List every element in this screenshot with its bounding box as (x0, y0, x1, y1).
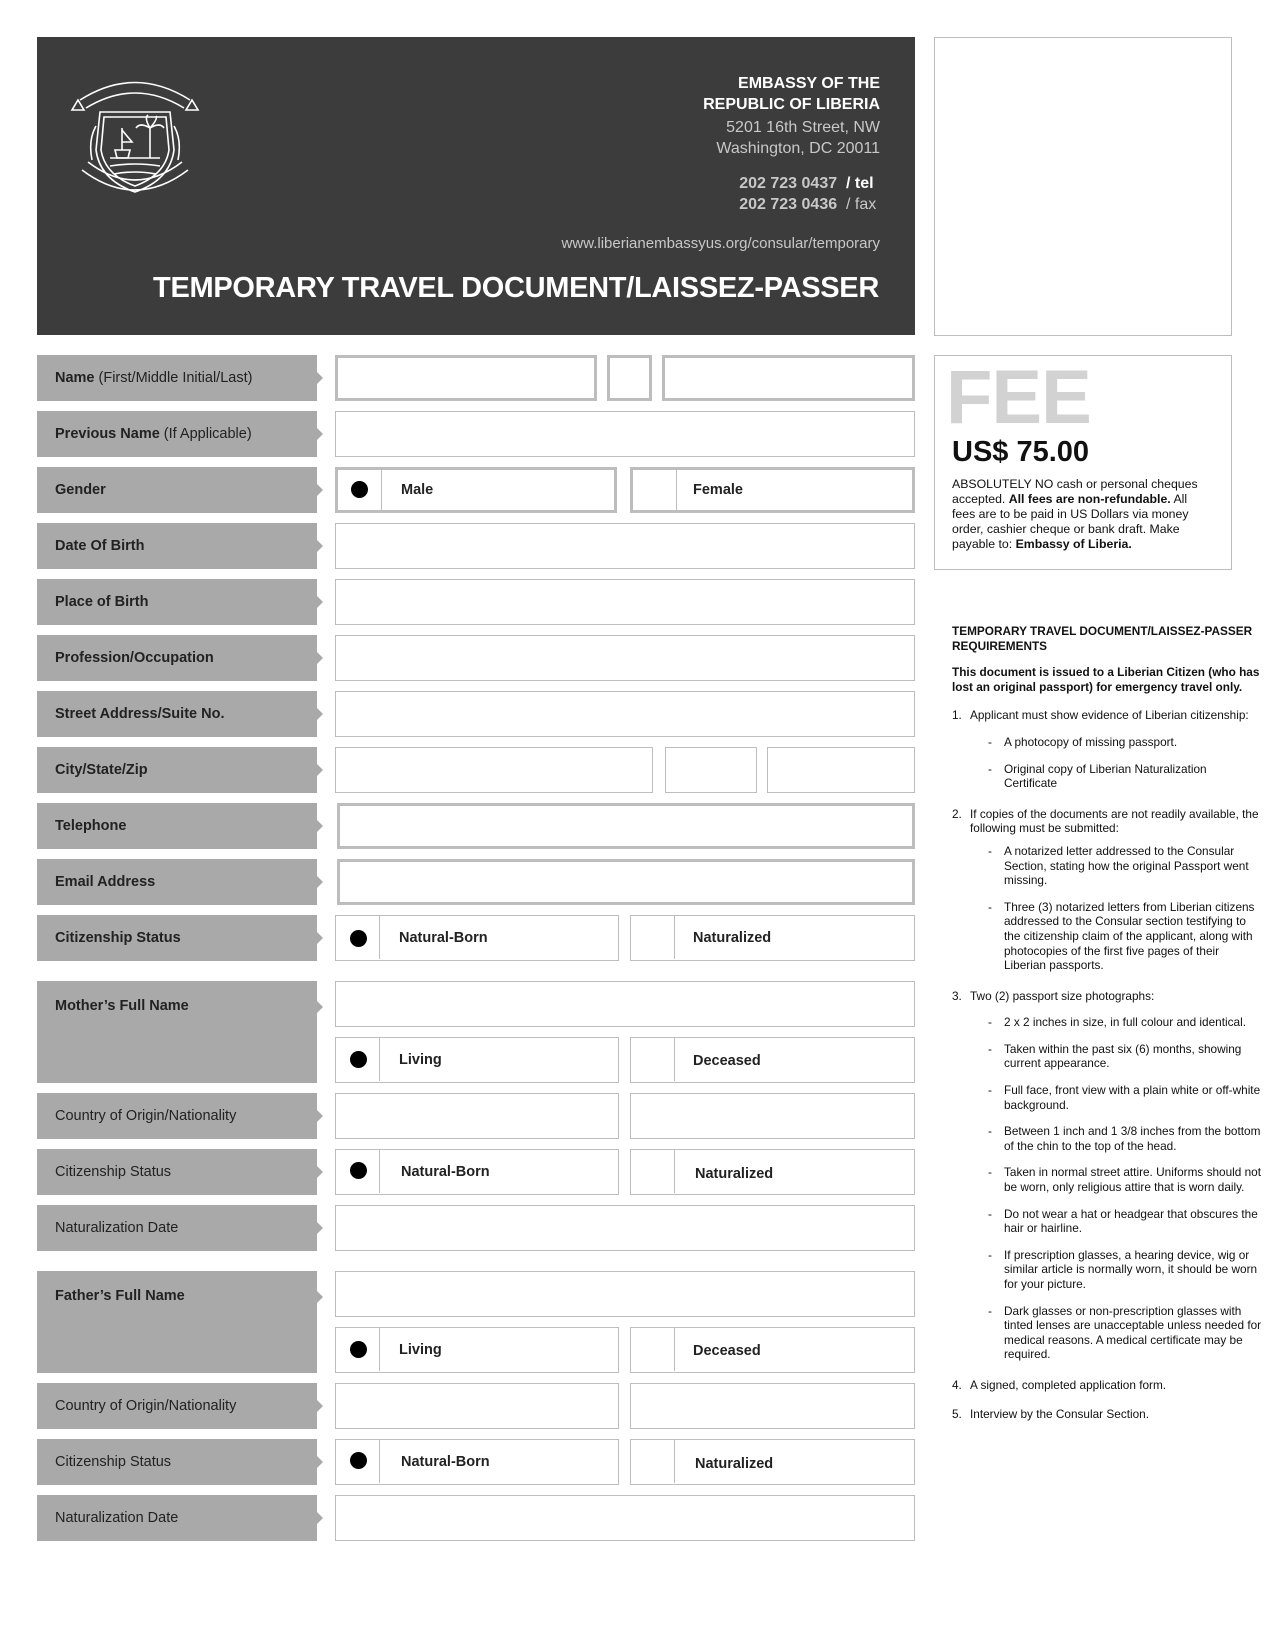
embassy-name-line2: REPUBLIC OF LIBERIA (703, 96, 880, 113)
requirement-subitem-text: Full face, front view with a plain white or off-white background. (1004, 1083, 1261, 1112)
requirement-subitem-text: Three (3) notarized letters from Liberian citizens addressed to the Consular section testifying to the citizenship claim of the applicant, along with photocopies of the first five pages of their Liberian passports. (1004, 899, 1255, 973)
requirement-subitem: - 2 x 2 inches in size, in full colour and identical. (988, 1015, 1246, 1030)
mother-natural-option[interactable] (335, 1149, 619, 1195)
requirement-item (952, 1407, 1262, 1422)
requirement-number: 1. (952, 708, 962, 723)
gender-female-radio[interactable] (633, 470, 677, 510)
label-city (37, 747, 317, 793)
requirement-subitem-text: A photocopy of missing passport. (1004, 734, 1178, 749)
address-line1: 5201 16th Street, NW (726, 119, 880, 136)
fee-amount: US$ 75.00 (952, 436, 1090, 468)
radio-selected-dot (350, 1341, 367, 1358)
label-mother-origin (37, 1093, 317, 1139)
label-email (37, 859, 317, 905)
father-natural-label: Natural-Born (401, 1454, 490, 1470)
requirement-subitem: - Three (3) notarized letters from Liberian citizens addressed to the Consular section testifying to the citizenship claim of the applicant, along with photocopies of the first five pages of their Liberian passports. (988, 899, 1255, 973)
citizenship-naturalized-option[interactable] (630, 915, 915, 961)
dob-field[interactable] (335, 523, 915, 569)
requirement-text: Applicant must show evidence of Liberian citizenship: (970, 708, 1249, 723)
email-field[interactable] (337, 859, 915, 905)
father-living-label: Living (399, 1342, 442, 1358)
requirement-item (952, 807, 1262, 973)
gender-male-radio[interactable] (338, 470, 382, 510)
requirement-subitem: - Original copy of Liberian Naturalization Certificate (988, 761, 1207, 791)
requirement-text: Two (2) passport size photographs: (970, 988, 1155, 1003)
mother-naturalization-field[interactable] (335, 1205, 915, 1251)
embassy-name (703, 73, 880, 115)
label-pob (37, 579, 317, 625)
label-dob-text: Date Of Birth (55, 538, 145, 554)
label-mother-citizenship (37, 1149, 317, 1195)
citizenship-natural-label: Natural-Born (399, 930, 488, 946)
street-field[interactable] (335, 691, 915, 737)
requirement-subitem-text: Dark glasses or non-prescription glasses with tinted lenses are unacceptable unless needed for medical reasons. A medical certificate may be required. (1004, 1303, 1262, 1362)
label-father-naturalization (37, 1495, 317, 1541)
zip-field[interactable] (767, 747, 915, 793)
father-naturalized-label: Naturalized (695, 1456, 774, 1472)
label-pob-text: Place of Birth (55, 594, 149, 610)
father-natural-radio[interactable] (336, 1440, 380, 1483)
label-citizenship (37, 915, 317, 961)
requirement-subitem: - Taken in normal street attire. Uniforms should not be worn, only religious attire that is worn daily. (988, 1165, 1262, 1195)
label-citizenship-text: Citizenship Status (55, 930, 181, 946)
label-gender-text: Gender (55, 482, 106, 498)
father-deceased-label: Deceased (693, 1343, 761, 1359)
embassy-address (716, 117, 880, 159)
address-line2: Washington, DC 20011 (716, 140, 880, 157)
fee-text-1: ABSOLUTELY NO cash or personal cheques accepted. (952, 477, 1198, 506)
requirement-item (952, 1378, 1262, 1393)
label-previous-name-bold: Previous Name (55, 426, 160, 442)
embassy-phone (739, 173, 880, 215)
mother-name-field[interactable] (335, 981, 915, 1027)
radio-selected-dot (350, 930, 367, 947)
profession-field[interactable] (335, 635, 915, 681)
requirement-item (952, 708, 1262, 790)
fee-text-bold-1: All fees are non-refundable. (1008, 492, 1171, 506)
fax-suffix: / fax (846, 196, 877, 213)
father-country-field[interactable] (335, 1383, 619, 1429)
citizenship-naturalized-label: Naturalized (693, 930, 772, 946)
label-email-text: Email Address (55, 874, 156, 890)
state-field[interactable] (665, 747, 757, 793)
requirement-number: 3. (952, 988, 962, 1003)
fee-text-bold-2: Embassy of Liberia. (1015, 537, 1132, 551)
label-father (37, 1271, 317, 1373)
father-natural-option[interactable] (335, 1439, 619, 1485)
father-living-radio[interactable] (336, 1328, 380, 1371)
label-mother-citizenship-text: Citizenship Status (55, 1164, 172, 1180)
middle-initial-field[interactable] (607, 355, 652, 401)
requirement-subitem-text: Between 1 inch and 1 3/8 inches from the bottom of the chin to the top of the head. (1004, 1124, 1261, 1153)
label-father-citizenship-text: Citizenship Status (55, 1454, 172, 1470)
radio-selected-dot (350, 1452, 367, 1469)
label-street-text: Street Address/Suite No. (55, 706, 225, 722)
mother-naturalized-option[interactable] (630, 1149, 915, 1195)
gender-male-option[interactable] (335, 467, 617, 513)
label-gender (37, 467, 317, 513)
label-mother-origin-text: Country of Origin/Nationality (55, 1108, 237, 1124)
liberia-coat-of-arms-icon (70, 70, 200, 200)
label-city-text: City/State/Zip (55, 762, 148, 778)
requirement-subitem-text: 2 x 2 inches in size, in full colour and identical. (1004, 1015, 1246, 1030)
requirement-text: If copies of the documents are not readily available, the following must be submitted: (970, 806, 1259, 836)
father-deceased-option[interactable] (630, 1327, 915, 1373)
label-name-bold: Name (55, 370, 95, 386)
mother-deceased-radio[interactable] (631, 1038, 675, 1081)
label-father-origin (37, 1383, 317, 1429)
label-father-citizenship (37, 1439, 317, 1485)
requirements-title: TEMPORARY TRAVEL DOCUMENT/LAISSEZ-PASSER REQUIREMENTS (952, 624, 1253, 653)
label-mother-naturalization (37, 1205, 317, 1251)
requirements-section (952, 624, 1262, 1433)
label-father-text: Father’s Full Name (55, 1288, 185, 1304)
requirement-number: 4. (952, 1377, 962, 1392)
radio-selected-dot (350, 1162, 367, 1179)
gender-male-label: Male (401, 482, 434, 498)
mother-country-field[interactable] (335, 1093, 619, 1139)
father-nationality-field[interactable] (630, 1383, 915, 1429)
fee-heading: FEE (946, 355, 1091, 440)
mother-deceased-label: Deceased (693, 1053, 761, 1069)
label-profession (37, 635, 317, 681)
citizenship-natural-option[interactable] (335, 915, 619, 961)
requirement-subitem: - Taken within the past six (6) months, showing current appearance. (988, 1041, 1242, 1071)
requirement-text: Interview by the Consular Section. (970, 1406, 1150, 1421)
mother-nationality-field[interactable] (630, 1093, 915, 1139)
label-previous-name-hint: (If Applicable) (159, 426, 252, 442)
telephone-field[interactable] (337, 803, 915, 849)
pob-field[interactable] (335, 579, 915, 625)
label-father-naturalization-text: Naturalization Date (55, 1510, 179, 1526)
requirement-subitem-text: Taken in normal street attire. Uniforms should not be worn, only religious attire that is worn daily. (1004, 1165, 1262, 1195)
header-banner (37, 37, 915, 335)
requirement-subitem: - If prescription glasses, a hearing device, wig or similar article is normally worn, it should be worn for your picture. (988, 1247, 1258, 1291)
label-previous-name (37, 411, 317, 457)
embassy-url[interactable]: www.liberianembassyus.org/consular/temporary (561, 235, 880, 252)
last-name-field[interactable] (662, 355, 915, 401)
fax-number: 202 723 0436 (739, 196, 838, 213)
label-mother-naturalization-text: Naturalization Date (55, 1220, 179, 1236)
mother-natural-label: Natural-Born (401, 1164, 490, 1180)
father-naturalization-field[interactable] (335, 1495, 915, 1541)
mother-natural-radio[interactable] (336, 1150, 380, 1193)
mother-living-label: Living (399, 1052, 442, 1068)
father-deceased-radio[interactable] (631, 1328, 675, 1371)
father-name-field[interactable] (335, 1271, 915, 1317)
requirements-intro: This document is issued to a Liberian Citizen (who has lost an original passport) for emergency travel only. (952, 665, 1260, 694)
citizenship-naturalized-radio[interactable] (631, 916, 675, 959)
label-telephone (37, 803, 317, 849)
mother-living-option[interactable] (335, 1037, 619, 1083)
requirement-number: 5. (952, 1406, 962, 1421)
fee-description (952, 477, 1212, 552)
fee-text-2: All fees are to be paid in US Dollars via money order, cashier cheque or bank draft. Make payable to: (952, 492, 1189, 551)
requirement-subitem: - Dark glasses or non-prescription glasses with tinted lenses are unacceptable unless needed for medical reasons. A medical certificate may be required. (988, 1303, 1262, 1362)
label-name (37, 355, 317, 401)
requirement-subitem: - A photocopy of missing passport. (988, 734, 1178, 749)
requirement-text: A signed, completed application form. (970, 1377, 1167, 1392)
document-title: TEMPORARY TRAVEL DOCUMENT/LAISSEZ-PASSER (153, 272, 879, 304)
gender-female-label: Female (693, 482, 743, 498)
label-name-hint: (First/Middle Initial/Last) (94, 370, 253, 386)
requirement-item (952, 989, 1262, 1362)
mother-naturalized-label: Naturalized (695, 1166, 774, 1182)
label-telephone-text: Telephone (55, 818, 127, 834)
requirement-subitem-text: Do not wear a hat or headgear that obscures the hair or hairline. (1004, 1206, 1258, 1236)
city-field[interactable] (335, 747, 653, 793)
label-mother-text: Mother’s Full Name (55, 998, 189, 1014)
tel-suffix: / tel (846, 175, 874, 192)
father-naturalized-radio[interactable] (631, 1440, 675, 1483)
mother-deceased-option[interactable] (630, 1037, 915, 1083)
embassy-name-line1: EMBASSY OF THE (738, 75, 880, 92)
requirement-subitem: - A notarized letter addressed to the Consular Section, stating how the original Passport went missing. (988, 843, 1249, 888)
gender-female-option[interactable] (630, 467, 915, 513)
photo-box (934, 37, 1232, 336)
previous-name-field[interactable] (335, 411, 915, 457)
label-dob (37, 523, 317, 569)
requirement-subitem: - Between 1 inch and 1 3/8 inches from the bottom of the chin to the top of the head. (988, 1124, 1261, 1153)
requirement-subitem: - Full face, front view with a plain white or off-white background. (988, 1083, 1261, 1112)
label-father-origin-text: Country of Origin/Nationality (55, 1398, 237, 1414)
father-living-option[interactable] (335, 1327, 619, 1373)
requirement-subitem: - Do not wear a hat or headgear that obscures the hair or hairline. (988, 1206, 1258, 1236)
father-naturalized-option[interactable] (630, 1439, 915, 1485)
tel-number: 202 723 0437 (739, 175, 838, 192)
radio-selected-dot (350, 1051, 367, 1068)
label-mother (37, 981, 317, 1083)
first-name-field[interactable] (335, 355, 597, 401)
label-profession-text: Profession/Occupation (55, 650, 214, 666)
requirement-subitem-text: Original copy of Liberian Naturalization Certificate (1004, 761, 1207, 791)
requirement-subitem-text: A notarized letter addressed to the Consular Section, stating how the original Passport went missing. (1004, 843, 1249, 888)
mother-living-radio[interactable] (336, 1038, 380, 1081)
requirement-subitem-text: Taken within the past six (6) months, showing current appearance. (1004, 1041, 1242, 1071)
requirement-number: 2. (952, 806, 962, 821)
radio-selected-dot (351, 481, 368, 498)
citizenship-natural-radio[interactable] (336, 916, 380, 959)
requirement-subitem-text: If prescription glasses, a hearing device, wig or similar article is normally worn, it should be worn for your picture. (1004, 1247, 1258, 1291)
label-street (37, 691, 317, 737)
mother-naturalized-radio[interactable] (631, 1150, 675, 1193)
